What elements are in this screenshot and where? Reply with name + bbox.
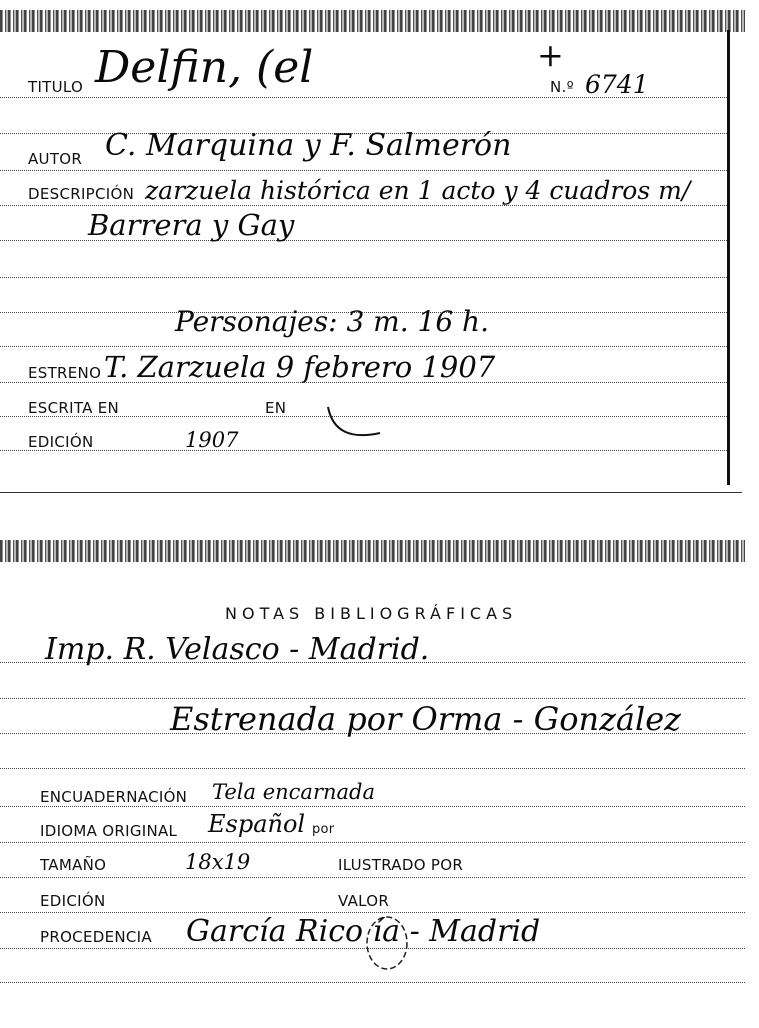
rule-line: [0, 170, 727, 171]
rule-line: [0, 982, 745, 983]
tamano-value: 18x19: [185, 850, 251, 874]
nota-2: Estrenada por Orma - González: [170, 700, 682, 738]
rule-line: [0, 877, 745, 878]
idioma-original-label: IDIOMA ORIGINAL: [40, 822, 178, 840]
hole-punch-mark: [362, 912, 412, 974]
personajes-note: Personajes: 3 m. 16 h.: [175, 305, 489, 338]
titulo-label: TITULO: [28, 78, 84, 96]
descripcion-value-2: Barrera y Gay: [88, 208, 295, 242]
encuadernacion-label: ENCUADERNACIÓN: [40, 788, 188, 806]
card-right-border: [727, 30, 730, 485]
cross-mark: +: [537, 36, 564, 74]
encuadernacion-value: Tela encarnada: [212, 780, 375, 804]
en-label: EN: [265, 399, 287, 417]
autor-label: AUTOR: [28, 150, 83, 168]
torn-edge: [0, 10, 745, 32]
idioma-original-value: Español: [208, 810, 306, 838]
procedencia-label: PROCEDENCIA: [40, 928, 152, 946]
descripcion-label: DESCRIPCIÓN: [28, 185, 135, 203]
edicion-label: EDICIÓN: [28, 433, 94, 451]
rule-line: [0, 205, 727, 206]
rule-line: [0, 346, 727, 347]
edicion-value: 1907: [185, 428, 239, 452]
torn-edge: [0, 540, 745, 562]
rule-line: [0, 277, 727, 278]
card-separator-line: [0, 492, 742, 493]
nota-1: Imp. R. Velasco - Madrid.: [45, 632, 430, 667]
notas-heading: NOTAS BIBLIOGRÁFICAS: [225, 604, 518, 623]
hole-punch-mark: [325, 405, 385, 445]
estreno-value: T. Zarzuela 9 febrero 1907: [104, 350, 496, 384]
rule-line: [0, 768, 745, 769]
rule-line: [0, 806, 745, 807]
tamano-label: TAMAÑO: [40, 856, 107, 874]
descripcion-value-1: zarzuela histórica en 1 acto y 4 cuadros m/: [145, 176, 691, 205]
idioma-suffix: por: [312, 822, 335, 837]
ilustrado-por-label: ILUSTRADO POR: [338, 856, 464, 874]
escrita-en-label: ESCRITA EN: [28, 399, 120, 417]
autor-value: C. Marquina y F. Salmerón: [105, 128, 512, 163]
edicion-label: EDICIÓN: [40, 892, 106, 910]
catalog-card-back: [0, 540, 745, 1020]
rule-line: [0, 842, 745, 843]
rule-line: [0, 698, 745, 699]
estreno-label: ESTRENO: [28, 364, 102, 382]
rule-line: [0, 450, 727, 451]
valor-label: VALOR: [338, 892, 390, 910]
titulo-value: Delfin, (el: [95, 42, 314, 93]
procedencia-value: García Rico ía - Madrid: [186, 914, 541, 949]
numero-value: 6741: [585, 70, 649, 99]
catalog-card-front: [0, 0, 745, 493]
numero-label: N.º: [550, 78, 574, 96]
